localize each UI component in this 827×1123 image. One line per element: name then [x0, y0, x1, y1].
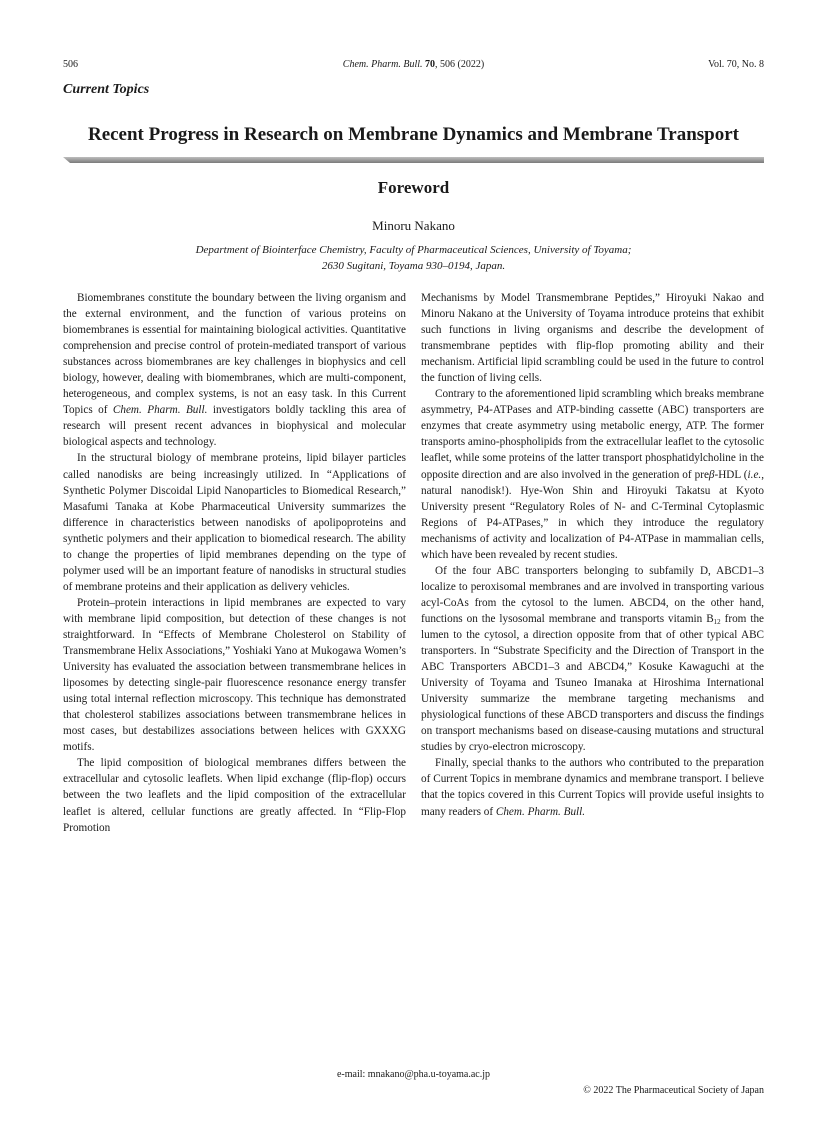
- body-paragraph-3: Protein–protein interactions in lipid membranes are expected to vary with membrane lipid composition, but detection of these changes is not straightforward. In “Effects of Membrane Cholesterol on Stability of Transmembrane Helix Associations,” Yoshiaki Yano at Mukogawa Women’s University has evaluated the association between transmembrane helices in liposomes by detecting single-pair fluorescence resonance energy transfer using total internal reflection microscopy. This technique has demonstrated that cholesterol stabilizes associations between transmembrane helices in most cases, but destabilizes associations between helices with GXXXG motifs.: [63, 596, 406, 754]
- body-paragraph-2: In the structural biology of membrane proteins, lipid bilayer particles called nanodisks are being increasingly utilized. In “Applications of Synthetic Polymer Discoidal Lipid Nanoparticles to Biomedical Research,” Masafumi Tanaka at Kobe Pharmaceutical University summarizes the difference in characteristics between nanodisks of apolipoproteins and synthetic polymers and their application to biomedical research. The ability to change the properties of lipid membranes depending on the type of polymer used will be an important feature of nanodisks in structural studies of membrane proteins and their application as delivery vehicles.: [63, 452, 406, 593]
- body-paragraph-4-continued: Mechanisms by Model Transmembrane Peptides,” Hiroyuki Nakao and Minoru Nakano at the University of Toyama introduce proteins that exhibit such functions in living organisms and describe the development of transmembrane peptides with flip-flop promoting ability and their mechanism. Artificial lipid scrambling could be used in the future to control the function of living cells.: [421, 292, 764, 385]
- page-number: 506: [63, 59, 78, 70]
- title-rule: [63, 157, 764, 163]
- section-label: Current Topics: [63, 82, 150, 97]
- body-column-left: [63, 290, 406, 836]
- body-paragraph-5: Contrary to the aforementioned lipid scrambling which breaks membrane asymmetry, P4-ATPases and ATP-binding cassette (ABC) transporters are enzymes that create asymmetry using metabolic energy, ATP. The former transports amino-phospholipids from the extracellular leaflet to the cytosolic leaflet, while some proteins of the latter transport phosphatidylcholine in the opposite direction and are also involved in the generation of preβ-HDL (i.e., natural nanodisk!). Hye-Won Shin and Hiroyuki Takatsu at Kyoto University present “Regulatory Roles of N- and C-Terminal Cytoplasmic Regions of P4-ATPases,” in which they introduce the regulatory mechanisms of activity and localization of P4-ATPase in mammalian cells, which have been revealed by recent studies.: [421, 388, 765, 561]
- article-title: Recent Progress in Research on Membrane Dynamics and Membrane Transport: [87, 124, 740, 145]
- journal-volume: 70: [425, 59, 436, 70]
- journal-name: Chem. Pharm. Bull.: [342, 59, 423, 70]
- affiliation-line-1: Department of Biointerface Chemistry, Faculty of Pharmaceutical Sciences, University of Toyama;: [195, 244, 632, 256]
- body-column-right: [421, 290, 764, 820]
- citation-pages-year: , 506 (2022): [435, 59, 485, 70]
- body-paragraph-7: Finally, special thanks to the authors who contributed to the preparation of Current Topics in membrane dynamics and membrane transport. I believe that the topics covered in this Current Topics will provide useful insights to many readers of Chem. Pharm. Bull.: [421, 757, 764, 818]
- journal-citation: [0, 58, 827, 72]
- author-affiliation: [63, 243, 764, 274]
- body-paragraph-4: The lipid composition of biological membranes differs between the extracellular and cytosolic leaflets. When lipid exchange (flip-flop) occurs between the two leaflets and the lipid composition of the extracellular leaflet is altered, cellular functions are greatly affected. In “Flip-Flop Promotion: [63, 757, 406, 834]
- volume-issue: Vol. 70, No. 8: [708, 59, 764, 70]
- copyright-notice: © 2022 The Pharmaceutical Society of Japan: [583, 1085, 764, 1096]
- body-paragraph-6: Of the four ABC transporters belonging to subfamily D, ABCD1–3 localize to peroxisomal membranes and are involved in transporting various acyl-CoAs from the cytosol to the lumen. ABCD4, on the other hand, functions on the lysosomal membrane and transports vitamin $B_{12}$ from the lumen to the cytosol, a direction opposite from that of other typical ABC transporters. In “Substrate Specificity and the Direction of Transport in the ABC Transporters ABCD1–3 and ABCD4,” Kosuke Kawaguchi at the University of Toyama and Tsuneo Imanaka at Hiroshima International University summarize the membrane targeting mechanisms and physiological functions of these ABCD transporters and discuss the findings on transport mechanisms based on disease-causing mutations and structural studies by cryo-electron microscopy.: [421, 564, 765, 754]
- affiliation-line-2: 2630 Sugitani, Toyama 930–0194, Japan.: [321, 259, 506, 272]
- author-name: Minoru Nakano: [372, 218, 455, 233]
- author-email: e-mail: mnakano@pha.u-toyama.ac.jp: [336, 1069, 491, 1080]
- article-subtitle: Foreword: [377, 178, 450, 197]
- body-paragraph-1: Biomembranes constitute the boundary between the living organism and the external environment, and the function of various proteins on biomembranes is essential for maintaining biological activities. Quantitative comprehension and precise control of protein-mediated transport of various substances across biomembranes are key challenges in biophysics and cell biology, however, dealing with biomembranes, which are multi-component, heterogeneous, and complex systems, is not an easy task. In this Current Topics of Chem. Pharm. Bull. investigators boldly tackling this area of research will present recent advances in biophysical and molecular biological aspects and technology.: [63, 292, 406, 449]
